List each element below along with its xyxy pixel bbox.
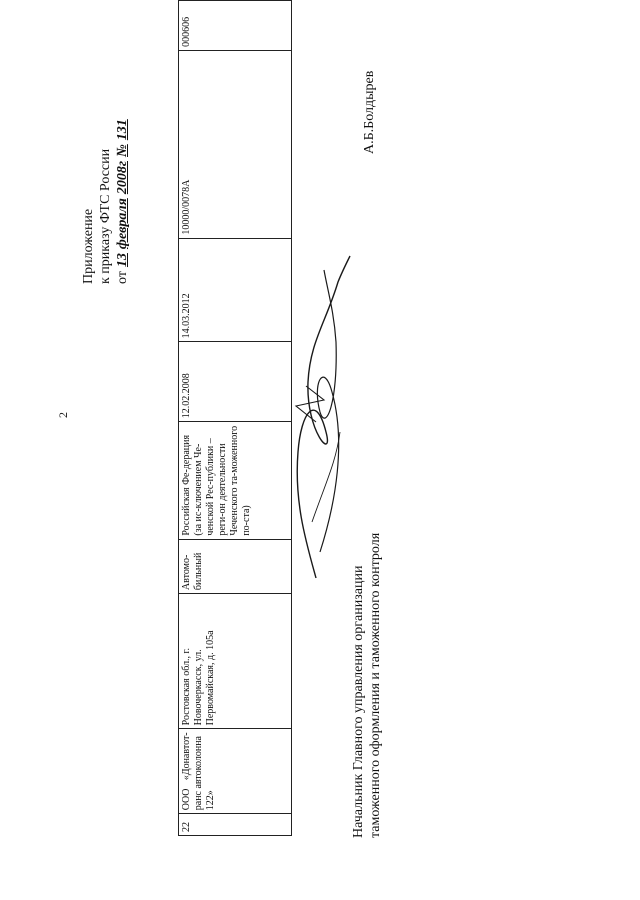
- company-form: ООО: [181, 788, 192, 811]
- handwritten-signature: [276, 252, 366, 582]
- signatory-position-line1: Начальник Главного управления организации: [351, 565, 366, 838]
- company-name-part2: ранс автоколонна: [193, 736, 204, 811]
- cell-transport-type: Автомо-бильный: [179, 539, 292, 593]
- cell-date-end: 14.03.2012: [179, 238, 292, 342]
- cell-company-name: [179, 729, 292, 814]
- appendix-from: от: [115, 271, 130, 284]
- company-name-part1: «Донавтот-: [181, 732, 192, 781]
- signatory-position-line2: таможенного оформления и таможенного контроля: [368, 532, 383, 838]
- table-row: [179, 1, 292, 836]
- appendix-title: Приложение: [81, 208, 96, 284]
- cell-date-start: 12.02.2008: [179, 342, 292, 422]
- cell-territory: Российская Фе-дерация (за ис-ключением Че-ченской Рес-публики – реги-он деятельности Чеченского та-моженного по-ста): [179, 422, 292, 539]
- appendix-order-ref: к приказу ФТС России: [98, 148, 113, 284]
- page-number: 2: [56, 412, 70, 418]
- appendix-year: 2008г: [115, 161, 130, 195]
- appendix-day: 13: [115, 253, 130, 268]
- cell-license-number: 10000/0078А: [179, 50, 292, 238]
- appendix-date-line: [114, 44, 131, 284]
- appendix-header: [80, 44, 131, 284]
- cell-code: 000606: [179, 1, 292, 51]
- appendix-number: 131: [115, 119, 130, 141]
- company-name-part3: 122»: [205, 790, 216, 811]
- appendix-number-sign: №: [115, 144, 130, 157]
- cell-address: Ростовская обл., г. Новочеркасск, ул. Первомайская, д. 105а: [179, 594, 292, 729]
- signatory-name: А.Б.Болдырев: [362, 70, 377, 154]
- appendix-month: февраля: [115, 198, 130, 250]
- cell-row-number: 22: [179, 814, 292, 836]
- registry-table: [178, 0, 292, 836]
